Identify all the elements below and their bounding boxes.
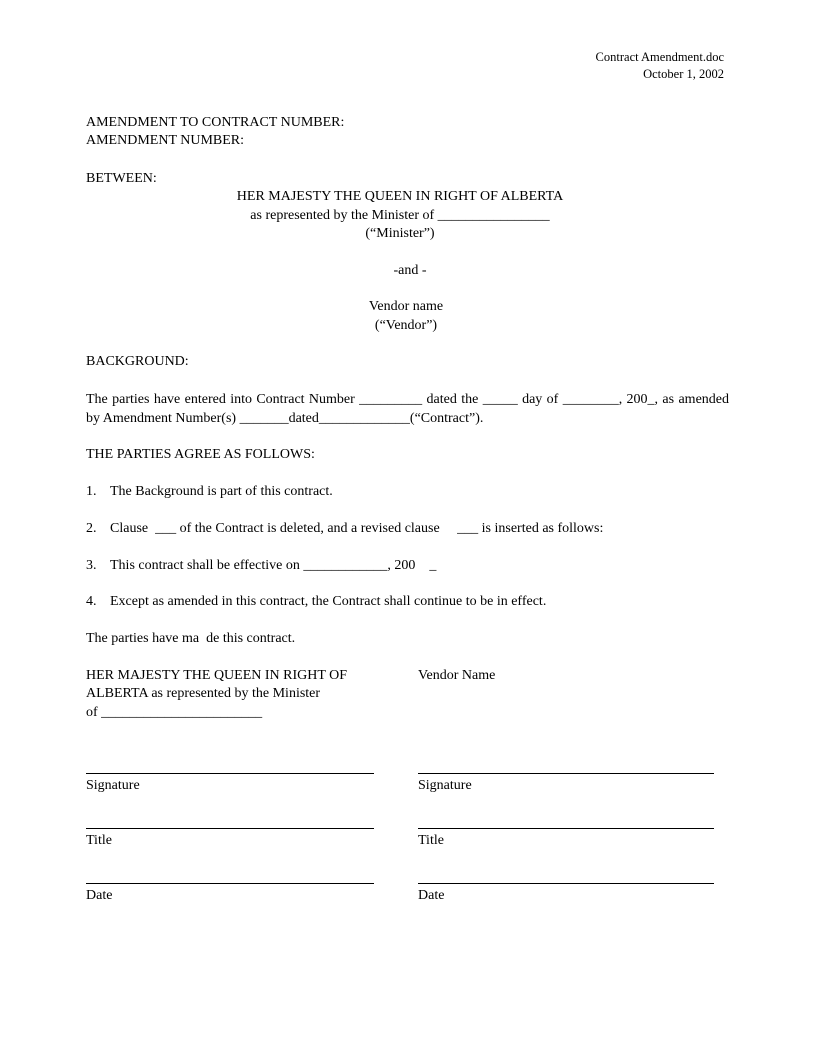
right-date-label: Date bbox=[418, 888, 445, 903]
left-signature-line bbox=[86, 773, 374, 774]
right-title-label: Title bbox=[418, 833, 444, 848]
list-item-text: This contract shall be effective on ____________, 200 _ bbox=[110, 558, 437, 573]
list-item-number: 3. bbox=[86, 558, 97, 573]
and-separator: -and - bbox=[393, 263, 427, 278]
list-item-number: 2. bbox=[86, 521, 97, 536]
list-item bbox=[86, 520, 603, 538]
left-date-label: Date bbox=[86, 888, 113, 903]
right-signature-line bbox=[418, 773, 714, 774]
amendment-number-heading: AMENDMENT NUMBER: bbox=[86, 133, 245, 148]
left-party-line3: of _______________________ bbox=[86, 705, 263, 720]
left-date-line bbox=[86, 883, 374, 884]
between-label: BETWEEN: bbox=[86, 171, 157, 186]
party2-short-name: (“Vendor”) bbox=[374, 318, 438, 333]
right-date-line bbox=[418, 883, 714, 884]
right-signature-label: Signature bbox=[418, 778, 472, 793]
list-item-number: 4. bbox=[86, 594, 97, 609]
party2-name: Vendor name bbox=[368, 299, 444, 314]
contract-number-heading: AMENDMENT TO CONTRACT NUMBER: bbox=[86, 115, 345, 130]
background-paragraph: The parties have entered into Contract Number _________ dated the _____ day of ________, 200_, as amended by Amendment Number(s) _______dated_____________(“Contract”). bbox=[86, 392, 729, 426]
party1-represented: as represented by the Minister of ________________ bbox=[250, 208, 550, 223]
list-item bbox=[86, 483, 333, 501]
party1-name: HER MAJESTY THE QUEEN IN RIGHT OF ALBERTA bbox=[236, 189, 564, 204]
background-label: BACKGROUND: bbox=[86, 354, 189, 369]
left-party-line1: HER MAJESTY THE QUEEN IN RIGHT OF bbox=[86, 668, 348, 683]
left-signature-label: Signature bbox=[86, 778, 140, 793]
list-item-number: 1. bbox=[86, 484, 97, 499]
document-filename: Contract Amendment.doc bbox=[595, 50, 724, 64]
left-title-label: Title bbox=[86, 833, 112, 848]
list-item bbox=[86, 593, 546, 611]
right-party-name: Vendor Name bbox=[418, 668, 496, 683]
left-title-line bbox=[86, 828, 374, 829]
list-item-text: The Background is part of this contract. bbox=[110, 484, 333, 499]
closing-statement: The parties have ma de this contract. bbox=[86, 631, 296, 646]
left-party-line2: ALBERTA as represented by the Minister bbox=[86, 686, 321, 701]
party1-short-name: (“Minister”) bbox=[365, 226, 435, 241]
right-title-line bbox=[418, 828, 714, 829]
list-item-text: Clause ___ of the Contract is deleted, and a revised clause ___ is inserted as follows: bbox=[110, 521, 604, 536]
agreement-label: THE PARTIES AGREE AS FOLLOWS: bbox=[86, 447, 315, 462]
list-item-text: Except as amended in this contract, the Contract shall continue to be in effect. bbox=[110, 594, 547, 609]
document-date: October 1, 2002 bbox=[643, 67, 724, 81]
list-item bbox=[86, 557, 436, 575]
